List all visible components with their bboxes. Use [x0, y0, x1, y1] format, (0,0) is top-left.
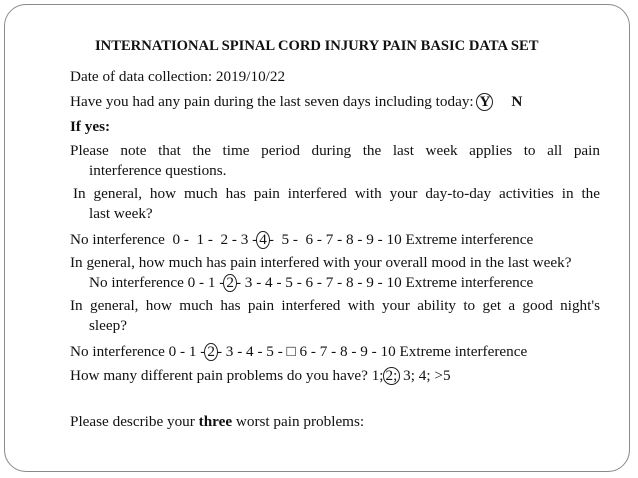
scale-3-post: - 3 - 4 - 5 - □ 6 - 7 - 8 - 9 - 10 Extreme interference	[216, 343, 528, 360]
q3-line-1: In general, how much has pain interfered with your ability to get a good night's	[70, 297, 600, 314]
q4-pre: How many different pain problems do you have? 1;	[70, 367, 384, 384]
q2-line: In general, how much has pain interfered with your overall mood in the last week?	[70, 254, 572, 271]
q4-post: 3; 4; >5	[399, 367, 451, 384]
scale-1	[70, 231, 533, 249]
note-line-1: Please note that the time period during the last week applies to all pain	[70, 142, 600, 159]
note-line-2: interference questions.	[89, 162, 227, 179]
scale-1-selected: 4	[256, 231, 270, 249]
q1-line-1: In general, how much has pain interfered with your day-to-day activities in the	[73, 185, 600, 202]
scale-3	[70, 343, 527, 361]
answer-no: N	[511, 93, 523, 110]
scale-2	[89, 274, 533, 292]
describe-pre: Please describe your	[70, 413, 199, 430]
scale-1-pre: No interference 0 - 1 - 2 - 3 -	[70, 231, 258, 248]
if-yes-label: If yes:	[70, 118, 111, 135]
scale-2-pre: No interference 0 - 1 -	[89, 274, 225, 291]
scale-2-post: - 3 - 4 - 5 - 6 - 7 - 8 - 9 - 10 Extreme interference	[235, 274, 534, 291]
page-title: INTERNATIONAL SPINAL CORD INJURY PAIN BASIC DATA SET	[95, 38, 539, 54]
scale-3-selected: 2	[204, 343, 218, 361]
answer-yes-circled: Y	[476, 93, 493, 111]
scale-2-selected: 2	[223, 274, 237, 292]
scale-3-pre: No interference 0 - 1 -	[70, 343, 206, 360]
pain-question-text: Have you had any pain during the last seven days including today:	[70, 93, 474, 110]
q4-selected: 2;	[383, 367, 401, 385]
date-line: Date of data collection: 2019/10/22	[70, 68, 286, 85]
describe-post: worst pain problems:	[232, 413, 365, 430]
pain-question	[70, 93, 522, 111]
describe-bold: three	[198, 413, 233, 430]
q1-line-2: last week?	[89, 205, 153, 222]
scale-1-post: - 5 - 6 - 7 - 8 - 9 - 10 Extreme interference	[268, 231, 534, 248]
q4-line	[70, 367, 451, 385]
describe-line	[70, 413, 364, 431]
q3-line-2: sleep?	[89, 317, 127, 334]
